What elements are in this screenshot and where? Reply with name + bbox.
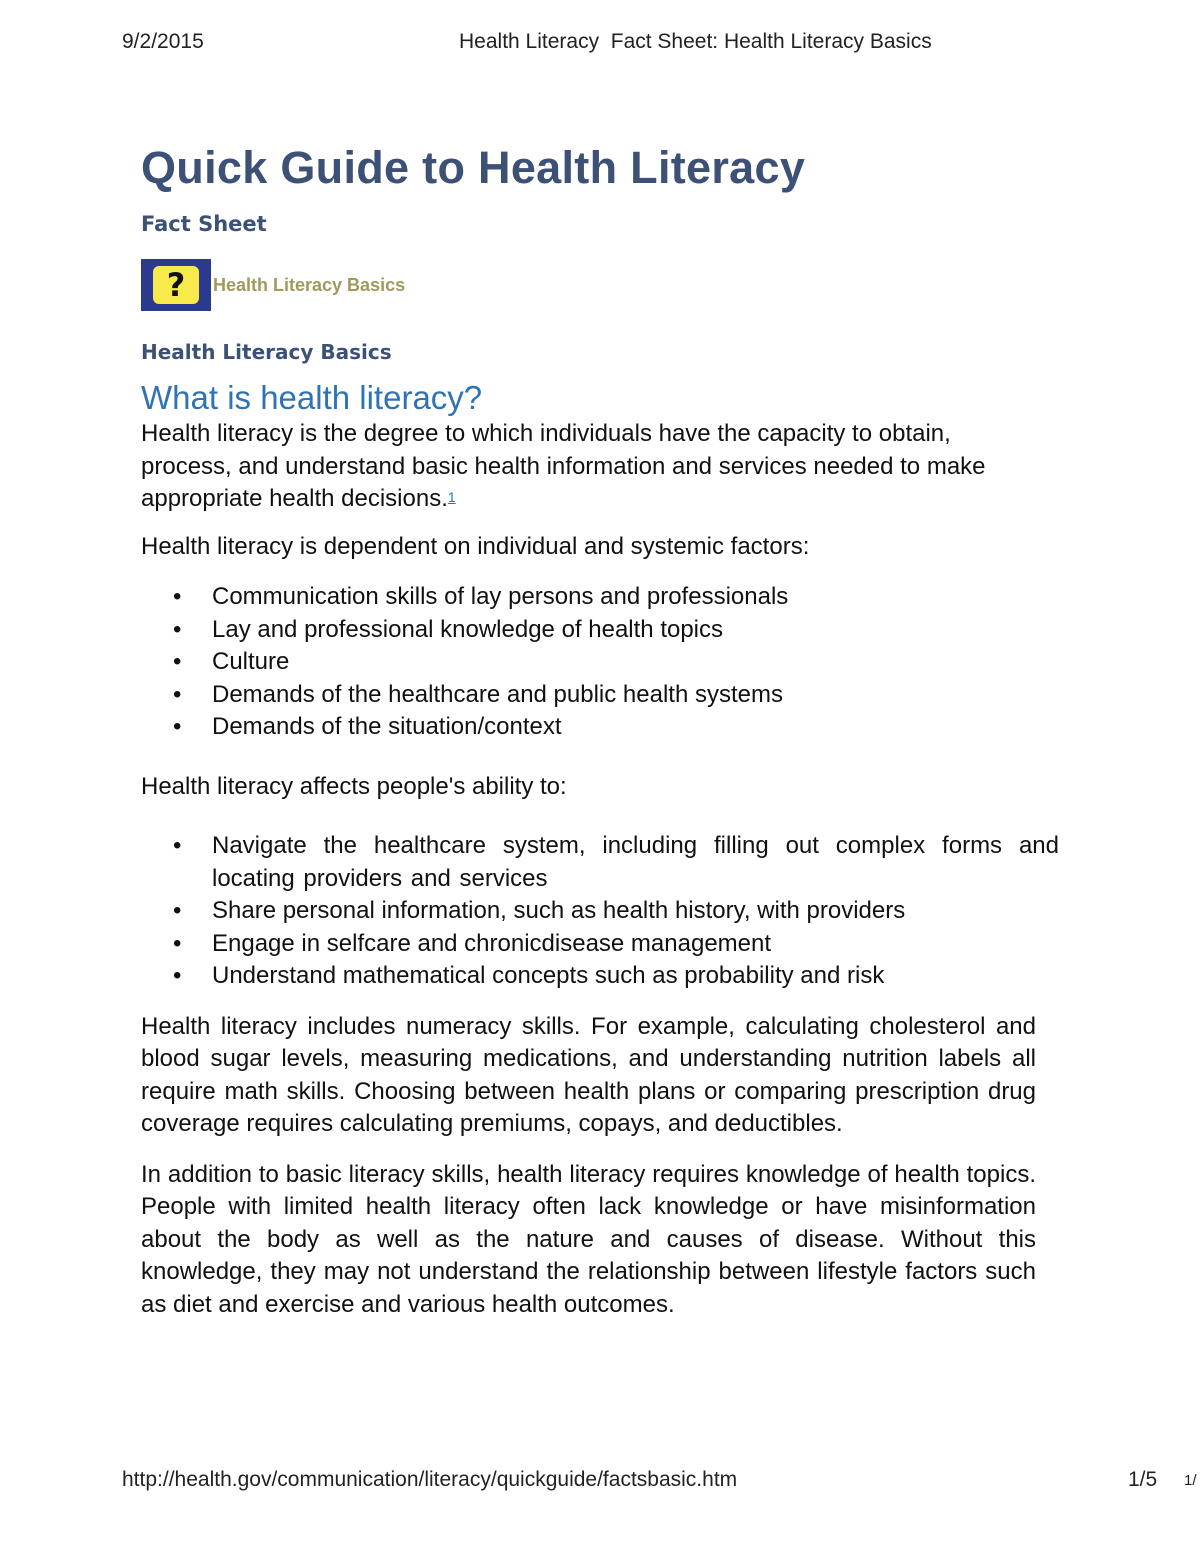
- question-mark-glyph: ?: [153, 266, 199, 304]
- definition-text: Health literacy is the degree to which individuals have the capacity to obtain, process, and understand basic health information and services needed to make appropriate health decisions.: [141, 420, 986, 512]
- page-number-clipped: 1/: [1184, 1472, 1197, 1489]
- list-item: • Share personal information, such as health history, with providers: [141, 895, 1059, 928]
- abilities-list: [141, 830, 1059, 993]
- list-item: • Demands of the situation/context: [141, 711, 1036, 744]
- page-number: 1/5: [1128, 1468, 1158, 1491]
- page-url: http://health.gov/communication/literacy/quickguide/factsbasic.htm: [122, 1468, 738, 1491]
- topic-badge-label[interactable]: Health Literacy Basics: [213, 274, 406, 295]
- list-item: • Engage in selfcare and chronicdisease management: [141, 928, 1059, 961]
- list-item: • Culture: [141, 646, 1036, 679]
- list-item: • Demands of the healthcare and public health systems: [141, 679, 1036, 712]
- factors-list: [141, 581, 1036, 744]
- print-header: [122, 30, 1200, 60]
- list-item: • Lay and professional knowledge of health topics: [141, 614, 1036, 647]
- page-subtitle: Fact Sheet: [141, 212, 267, 236]
- print-page-title: Health Literacy Fact Sheet: Health Literacy Basics: [459, 30, 932, 53]
- question-mark-icon: [141, 259, 211, 311]
- definition-paragraph: [141, 418, 1001, 516]
- section-heading: What is health literacy?: [141, 379, 483, 416]
- section-label: Health Literacy Basics: [141, 340, 392, 364]
- factors-intro: Health literacy is dependent on individual and systemic factors:: [141, 532, 810, 560]
- document-body: [141, 140, 1059, 1321]
- list-item: • Understand mathematical concepts such as probability and risk: [141, 960, 1059, 993]
- page-title: Quick Guide to Health Literacy: [141, 142, 806, 193]
- topic-badge[interactable]: [141, 258, 1036, 312]
- numeracy-paragraph: Health literacy includes numeracy skills. For example, calculating cholesterol and blood sugar levels, measuring medications, and understanding nutrition labels all require math skills. Choosing between health plans or comparing prescription drug coverage requires calculating premiums, copays, and deductibles.: [141, 1012, 1036, 1137]
- knowledge-paragraph: In addition to basic literacy skills, health literacy requires knowledge of health topics. People with limited health literacy often lack knowledge or have misinformation about the body as well as the nature and causes of disease. Without this knowledge, they may not understand the relationship between lifestyle factors such as diet and exercise and various health outcomes.: [141, 1160, 1036, 1318]
- print-date: 9/2/2015: [122, 30, 204, 53]
- footnote-link[interactable]: 1: [447, 489, 456, 505]
- list-item: • Navigate the healthcare system, including filling out complex forms and locating providers and services: [141, 830, 1059, 895]
- abilities-intro: Health literacy affects people's ability to:: [141, 772, 567, 800]
- print-footer: [122, 1468, 1200, 1498]
- list-item: • Communication skills of lay persons and professionals: [141, 581, 1036, 614]
